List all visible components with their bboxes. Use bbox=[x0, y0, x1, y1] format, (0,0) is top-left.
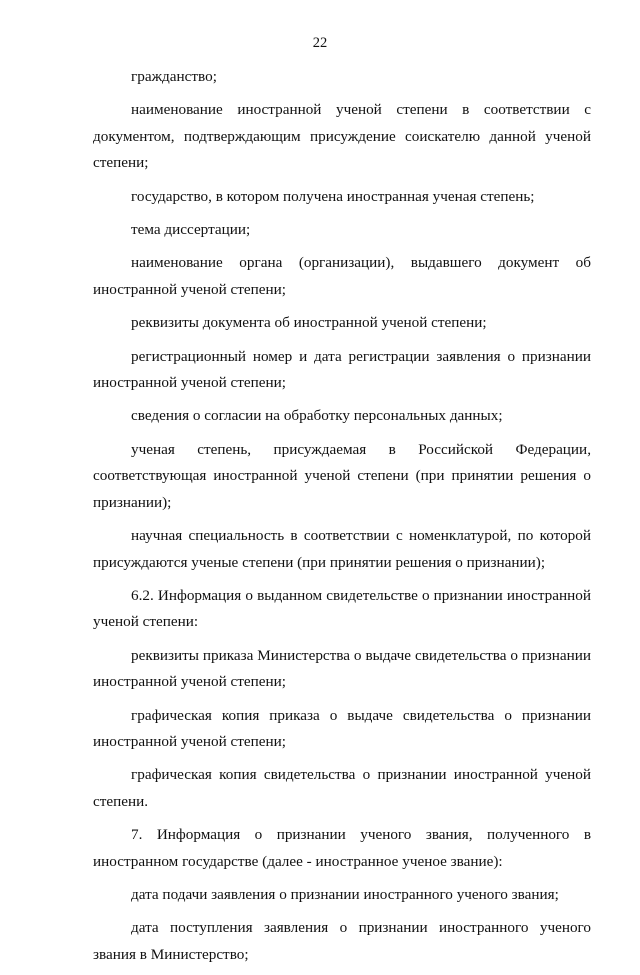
paragraph-dissertation-topic: тема диссертации; bbox=[131, 221, 251, 239]
paragraph-order-copy: графическая копия приказа о выдаче свидетельства о признании иностранной ученой степени; bbox=[93, 706, 591, 750]
paragraph-section-6-2: 6.2. Информация о выданном свидетельстве о признании иностранной ученой степени: bbox=[93, 586, 591, 631]
paragraph-personal-data-consent: сведения о согласии на обработку персональных данных; bbox=[131, 407, 503, 425]
paragraph-registration-number: регистрационный номер и дата регистрации заявления о признании иностранной ученой степени; bbox=[93, 347, 591, 392]
paragraph-order-details: реквизиты приказа Министерства о выдаче свидетельства о признании иностранной ученой степени; bbox=[93, 646, 591, 691]
paragraph-certificate-copy: графическая копия свидетельства о признании иностранной ученой степени. bbox=[93, 766, 591, 810]
paragraph-application-receipt-date: дата поступления заявления о признании иностранного ученого звания в Министерство; bbox=[93, 919, 591, 963]
paragraph-scientific-specialty: научная специальность в соответствии с номенклатурой, по которой присуждаются ученые степени (при принятии решения о признании); bbox=[93, 527, 591, 571]
paragraph-foreign-degree-name: наименование иностранной ученой степени в соответствии с документом, подтверждающим присуждение соискателю данной ученой степени; bbox=[93, 101, 591, 172]
document-body bbox=[93, 64, 591, 975]
paragraph-application-date: дата подачи заявления о признании иностранного ученого звания; bbox=[131, 885, 559, 903]
paragraph-degree-country: государство, в котором получена иностранная ученая степень; bbox=[131, 187, 535, 205]
paragraph-citizenship: гражданство; bbox=[131, 68, 217, 85]
paragraph-section-7: 7. Информация о признании ученого звания, полученного в иностранном государстве (далее - иностранное ученое звание): bbox=[93, 826, 591, 870]
paragraph-issuing-organization: наименование органа (организации), выдавшего документ об иностранной ученой степени; bbox=[93, 254, 591, 298]
paragraph-russian-degree: ученая степень, присуждаемая в Российской Федерации, соответствующая иностранной ученой степени (при принятии решения о признании); bbox=[93, 440, 591, 511]
page-number: 22 bbox=[312, 35, 328, 51]
paragraph-document-details: реквизиты документа об иностранной ученой степени; bbox=[131, 314, 487, 332]
